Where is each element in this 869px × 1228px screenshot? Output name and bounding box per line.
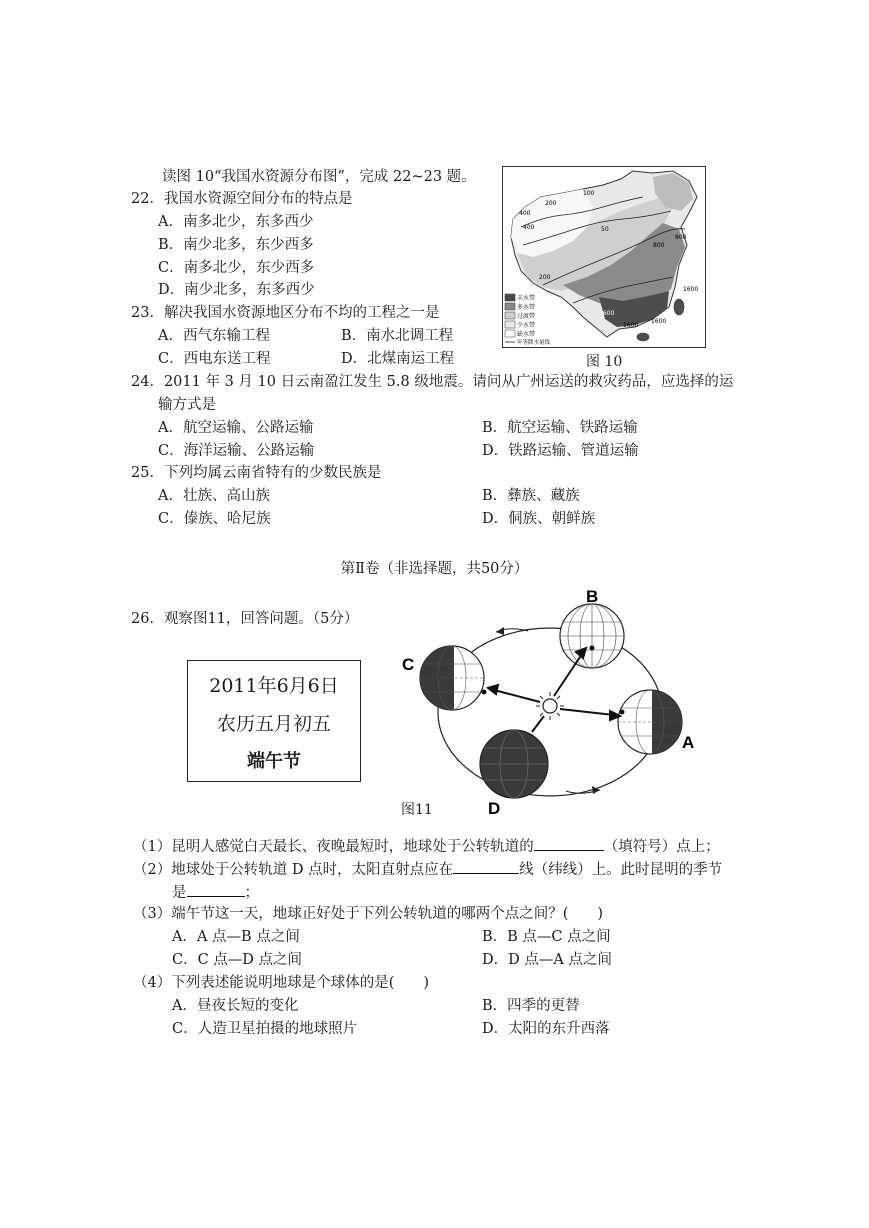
- q26-sub3: （3）端午节这一天，地球正好处于下列公转轨道的哪两个点之间？( ): [133, 906, 604, 922]
- q23-option-a: A．西气东输工程: [158, 328, 270, 344]
- isohyet-label: 50: [601, 226, 609, 233]
- q25-option-a: A．壮族、高山族: [158, 488, 270, 504]
- q25-option-d: D．侗族、朝鲜族: [482, 511, 596, 527]
- q24-option-a: A．航空运输、公路运输: [158, 420, 314, 436]
- q26-sub2-text-a: （2）地球处于公转轨道 D 点时，太阳直射点应在: [133, 862, 454, 878]
- q22-option-d: D．南少北多，东多西少: [158, 282, 315, 298]
- date-box: [187, 660, 361, 782]
- sun-icon: [536, 692, 564, 720]
- legend-isohyet: 年等降水量线: [517, 340, 551, 346]
- earth-c: [420, 646, 487, 710]
- q26-sub1-text-a: （1）昆明人感觉白天最长、夜晚最短时，地球处于公转轨道的: [133, 839, 534, 855]
- earth-b: [560, 604, 624, 668]
- isohyet-label: 400: [523, 224, 535, 231]
- q26-sub2: [133, 859, 722, 880]
- q26-sub1-text-b: （填符号）点上；: [603, 839, 720, 855]
- q26-stem: 26．观察图11，回答问题。（5分）: [131, 611, 359, 627]
- q25-stem: 25．下列均属云南省特有的少数民族是: [131, 465, 382, 481]
- q22-option-c: C．南多北少，东少西多: [158, 260, 315, 276]
- q26-sub4-option-a: A．昼夜长短的变化: [172, 998, 299, 1014]
- q24-stem-line2: 输方式是: [158, 397, 216, 413]
- q26-sub3-option-b: B．B 点—C 点之间: [482, 929, 611, 945]
- isohyet-label: 800: [653, 242, 665, 249]
- isohyet-label: 1600: [651, 318, 667, 325]
- q26-sub1-blank[interactable]: [534, 836, 604, 851]
- figure11-caption: 图11: [401, 802, 433, 818]
- q26-sub2-text-c: 是: [172, 885, 187, 901]
- isohyet-label: 1600: [623, 322, 639, 329]
- q23-option-b: B．南水北调工程: [341, 328, 454, 344]
- isohyet-label: 1600: [683, 286, 699, 293]
- legend-lack: 缺水带: [517, 331, 536, 338]
- q26-sub3-option-c: C．C 点—D 点之间: [172, 952, 303, 968]
- q26-sub2-text-b: 线（纬线）上。此时昆明的季节: [519, 862, 723, 878]
- label-d: D: [488, 799, 501, 814]
- q26-sub1: [133, 836, 720, 857]
- isohyet-label: 400: [519, 210, 531, 217]
- q26-sub4: （4）下列表述能说明地球是个球体的是( ): [133, 975, 430, 991]
- q23-option-d: D．北煤南运工程: [341, 351, 455, 367]
- q22-stem: 22．我国水资源空间分布的特点是: [131, 191, 353, 207]
- figure10-caption: 图 10: [586, 354, 623, 370]
- q24-option-c: C．海洋运输、公路运输: [158, 443, 315, 459]
- q26-sub4-option-c: C．人造卫星拍摄的地球照片: [172, 1021, 358, 1037]
- q26-sub2-blank1[interactable]: [453, 859, 519, 874]
- legend-transition: 过渡带: [517, 313, 536, 320]
- q25-option-c: C．傣族、哈尼族: [158, 511, 271, 527]
- isohyet-label: 1600: [599, 310, 615, 317]
- label-a: A: [682, 733, 695, 752]
- section2-title: 第Ⅱ卷（非选择题，共50分）: [340, 561, 529, 577]
- water-resource-map: [502, 166, 706, 348]
- label-c: C: [402, 655, 415, 674]
- q26-sub3-option-a: A．A 点—B 点之间: [172, 929, 300, 945]
- isohyet-label: 100: [583, 190, 595, 197]
- legend-multi: 多水带: [517, 304, 536, 311]
- date-box-line1: 2011年6月6日: [209, 675, 339, 697]
- isohyet-label: 200: [545, 200, 557, 207]
- q26-sub2-line2: [172, 882, 259, 903]
- q26-sub4-option-b: B．四季的更替: [482, 998, 580, 1014]
- china-map-graphic: [503, 167, 705, 347]
- q24-stem-line1: 24．2011 年 3 月 10 日云南盈江发生 5.8 级地震。请问从广州运送的救灾药品，应选择的运: [131, 374, 734, 390]
- q22-option-b: B．南少北多，东少西多: [158, 237, 314, 253]
- q24-option-b: B．航空运输、铁路运输: [482, 420, 638, 436]
- label-b: B: [586, 587, 599, 606]
- q23-stem: 23．解决我国水资源地区分布不均的工程之一是: [131, 305, 440, 321]
- date-box-line3: 端午节: [247, 751, 301, 772]
- q26-sub3-option-d: D．D 点—A 点之间: [482, 952, 612, 968]
- legend-less: 少水带: [517, 322, 536, 329]
- orbit-diagram: [400, 586, 700, 814]
- q26-sub2-blank2[interactable]: [187, 882, 245, 897]
- earth-d: [480, 730, 548, 798]
- q23-option-c: C．西电东送工程: [158, 351, 271, 367]
- intro-text: 读图 10“我国水资源分布图”，完成 22~23 题。: [162, 169, 476, 185]
- isohyet-label: 800: [675, 234, 687, 241]
- legend-rich: 丰水带: [517, 295, 536, 302]
- q26-sub4-option-d: D．太阳的东升西落: [482, 1021, 610, 1037]
- isohyet-label: 200: [539, 274, 551, 281]
- q26-sub2-text-d: ；: [244, 885, 259, 901]
- date-box-line2: 农历五月初五: [216, 713, 331, 735]
- q22-option-a: A．南多北少，东多西少: [158, 214, 314, 230]
- earth-a: [618, 690, 686, 754]
- q24-option-d: D．铁路运输、管道运输: [482, 443, 639, 459]
- q25-option-b: B．彝族、藏族: [482, 488, 580, 504]
